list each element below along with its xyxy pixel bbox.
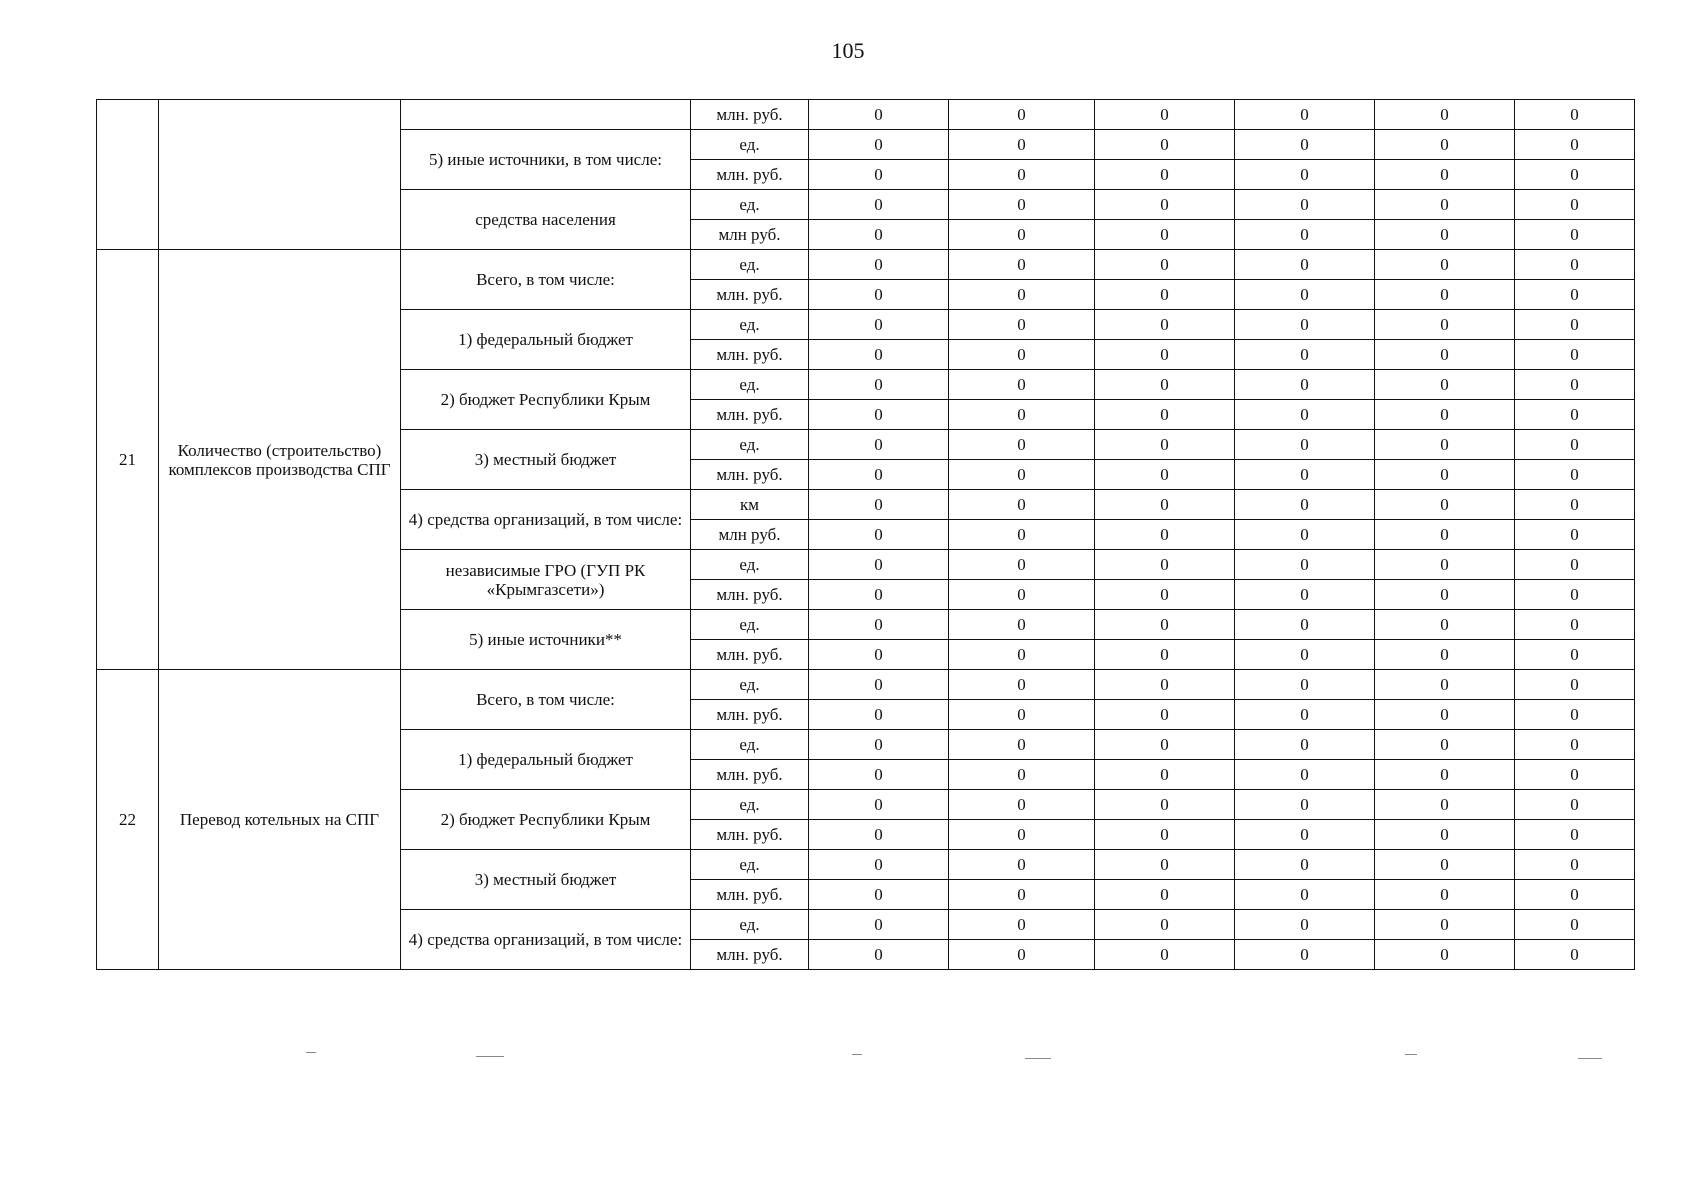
value-cell: 0 — [1235, 490, 1375, 520]
unit-cell: ед. — [691, 250, 809, 280]
value-cell: 0 — [1235, 100, 1375, 130]
value-cell: 0 — [1095, 790, 1235, 820]
value-cell: 0 — [1515, 520, 1635, 550]
value-cell: 0 — [1235, 610, 1375, 640]
value-cell: 0 — [949, 430, 1095, 460]
value-cell: 0 — [809, 610, 949, 640]
program-indicators-table — [96, 99, 1635, 970]
value-cell: 0 — [949, 730, 1095, 760]
value-cell: 0 — [1095, 100, 1235, 130]
value-cell: 0 — [809, 220, 949, 250]
value-cell: 0 — [1235, 790, 1375, 820]
value-cell: 0 — [1095, 190, 1235, 220]
unit-cell: млн. руб. — [691, 640, 809, 670]
funding-source: 4) средства организаций, в том числе: — [401, 490, 691, 550]
value-cell: 0 — [949, 190, 1095, 220]
funding-source: 2) бюджет Республики Крым — [401, 790, 691, 850]
value-cell: 0 — [1375, 640, 1515, 670]
value-cell: 0 — [1375, 760, 1515, 790]
unit-cell: млн. руб. — [691, 100, 809, 130]
value-cell: 0 — [949, 130, 1095, 160]
value-cell: 0 — [809, 130, 949, 160]
value-cell: 0 — [1235, 760, 1375, 790]
unit-cell: млн руб. — [691, 520, 809, 550]
value-cell: 0 — [1095, 250, 1235, 280]
value-cell: 0 — [949, 670, 1095, 700]
unit-cell: млн. руб. — [691, 400, 809, 430]
funding-source: 2) бюджет Республики Крым — [401, 370, 691, 430]
value-cell: 0 — [1375, 610, 1515, 640]
value-cell: 0 — [949, 280, 1095, 310]
value-cell: 0 — [1095, 730, 1235, 760]
unit-cell: млн. руб. — [691, 940, 809, 970]
value-cell: 0 — [809, 850, 949, 880]
scan-artifact — [1578, 1058, 1602, 1059]
value-cell: 0 — [1375, 340, 1515, 370]
unit-cell: ед. — [691, 130, 809, 160]
value-cell: 0 — [1095, 400, 1235, 430]
value-cell: 0 — [1375, 880, 1515, 910]
value-cell: 0 — [949, 520, 1095, 550]
value-cell: 0 — [949, 160, 1095, 190]
value-cell: 0 — [949, 790, 1095, 820]
scan-artifact — [852, 1054, 862, 1055]
value-cell: 0 — [949, 610, 1095, 640]
value-cell: 0 — [1375, 280, 1515, 310]
value-cell: 0 — [949, 700, 1095, 730]
value-cell: 0 — [1095, 550, 1235, 580]
indicator-name: Перевод котельных на СПГ — [159, 670, 401, 970]
value-cell: 0 — [1095, 610, 1235, 640]
value-cell: 0 — [1515, 580, 1635, 610]
value-cell: 0 — [1375, 940, 1515, 970]
value-cell: 0 — [809, 550, 949, 580]
unit-cell: млн руб. — [691, 220, 809, 250]
value-cell: 0 — [1375, 430, 1515, 460]
value-cell: 0 — [1375, 520, 1515, 550]
funding-source: Всего, в том числе: — [401, 670, 691, 730]
value-cell: 0 — [949, 310, 1095, 340]
value-cell: 0 — [809, 520, 949, 550]
value-cell: 0 — [809, 370, 949, 400]
value-cell: 0 — [809, 790, 949, 820]
value-cell: 0 — [1515, 550, 1635, 580]
value-cell: 0 — [1515, 190, 1635, 220]
value-cell: 0 — [1235, 580, 1375, 610]
value-cell: 0 — [1375, 790, 1515, 820]
value-cell: 0 — [1235, 250, 1375, 280]
value-cell: 0 — [1375, 100, 1515, 130]
value-cell: 0 — [1375, 460, 1515, 490]
value-cell: 0 — [809, 580, 949, 610]
value-cell: 0 — [1235, 940, 1375, 970]
funding-source: 5) иные источники, в том числе: — [401, 130, 691, 190]
funding-source — [401, 100, 691, 130]
value-cell: 0 — [1235, 280, 1375, 310]
value-cell: 0 — [809, 400, 949, 430]
unit-cell: млн. руб. — [691, 760, 809, 790]
value-cell: 0 — [949, 550, 1095, 580]
unit-cell: ед. — [691, 610, 809, 640]
value-cell: 0 — [1235, 460, 1375, 490]
unit-cell: км — [691, 490, 809, 520]
value-cell: 0 — [949, 880, 1095, 910]
value-cell: 0 — [1235, 340, 1375, 370]
value-cell: 0 — [809, 490, 949, 520]
value-cell: 0 — [1515, 370, 1635, 400]
value-cell: 0 — [809, 640, 949, 670]
value-cell: 0 — [1375, 220, 1515, 250]
value-cell: 0 — [1515, 400, 1635, 430]
value-cell: 0 — [1095, 460, 1235, 490]
value-cell: 0 — [809, 700, 949, 730]
value-cell: 0 — [1515, 250, 1635, 280]
value-cell: 0 — [1095, 370, 1235, 400]
value-cell: 0 — [1375, 190, 1515, 220]
value-cell: 0 — [1095, 820, 1235, 850]
value-cell: 0 — [1095, 580, 1235, 610]
value-cell: 0 — [1515, 880, 1635, 910]
value-cell: 0 — [1515, 610, 1635, 640]
scan-artifact — [1025, 1058, 1051, 1059]
value-cell: 0 — [1375, 400, 1515, 430]
value-cell: 0 — [1235, 400, 1375, 430]
unit-cell: млн. руб. — [691, 820, 809, 850]
value-cell: 0 — [1515, 430, 1635, 460]
value-cell: 0 — [1515, 490, 1635, 520]
value-cell: 0 — [949, 820, 1095, 850]
value-cell: 0 — [809, 160, 949, 190]
value-cell: 0 — [1375, 310, 1515, 340]
funding-source: средства населения — [401, 190, 691, 250]
table-row — [97, 670, 1635, 700]
funding-source: 3) местный бюджет — [401, 850, 691, 910]
value-cell: 0 — [949, 460, 1095, 490]
funding-source: Всего, в том числе: — [401, 250, 691, 310]
unit-cell: ед. — [691, 430, 809, 460]
value-cell: 0 — [1095, 430, 1235, 460]
value-cell: 0 — [809, 250, 949, 280]
value-cell: 0 — [1235, 670, 1375, 700]
value-cell: 0 — [1095, 670, 1235, 700]
value-cell: 0 — [1515, 130, 1635, 160]
value-cell: 0 — [949, 220, 1095, 250]
value-cell: 0 — [949, 490, 1095, 520]
unit-cell: ед. — [691, 550, 809, 580]
unit-cell: ед. — [691, 370, 809, 400]
value-cell: 0 — [1095, 850, 1235, 880]
scan-artifact — [306, 1052, 316, 1053]
value-cell: 0 — [809, 430, 949, 460]
unit-cell: млн. руб. — [691, 700, 809, 730]
value-cell: 0 — [1515, 100, 1635, 130]
value-cell: 0 — [1375, 670, 1515, 700]
value-cell: 0 — [1375, 730, 1515, 760]
unit-cell: млн. руб. — [691, 460, 809, 490]
value-cell: 0 — [1515, 340, 1635, 370]
funding-source: 3) местный бюджет — [401, 430, 691, 490]
item-number: 22 — [97, 670, 159, 970]
value-cell: 0 — [1235, 640, 1375, 670]
unit-cell: ед. — [691, 790, 809, 820]
value-cell: 0 — [949, 250, 1095, 280]
value-cell: 0 — [1235, 820, 1375, 850]
value-cell: 0 — [1515, 820, 1635, 850]
value-cell: 0 — [1095, 490, 1235, 520]
value-cell: 0 — [1235, 220, 1375, 250]
value-cell: 0 — [949, 940, 1095, 970]
funding-source: 1) федеральный бюджет — [401, 310, 691, 370]
value-cell: 0 — [1515, 850, 1635, 880]
item-number — [97, 100, 159, 250]
page-number: 105 — [831, 38, 865, 63]
value-cell: 0 — [1515, 160, 1635, 190]
value-cell: 0 — [1095, 160, 1235, 190]
value-cell: 0 — [1095, 310, 1235, 340]
value-cell: 0 — [1375, 130, 1515, 160]
value-cell: 0 — [809, 670, 949, 700]
value-cell: 0 — [1095, 130, 1235, 160]
value-cell: 0 — [1235, 520, 1375, 550]
value-cell: 0 — [1375, 820, 1515, 850]
unit-cell: ед. — [691, 850, 809, 880]
value-cell: 0 — [809, 340, 949, 370]
value-cell: 0 — [809, 730, 949, 760]
value-cell: 0 — [949, 580, 1095, 610]
value-cell: 0 — [1375, 700, 1515, 730]
funding-source: 5) иные источники** — [401, 610, 691, 670]
unit-cell: ед. — [691, 730, 809, 760]
value-cell: 0 — [1235, 910, 1375, 940]
value-cell: 0 — [949, 100, 1095, 130]
value-cell: 0 — [1515, 700, 1635, 730]
value-cell: 0 — [1375, 250, 1515, 280]
value-cell: 0 — [809, 760, 949, 790]
value-cell: 0 — [1515, 730, 1635, 760]
unit-cell: млн. руб. — [691, 880, 809, 910]
indicator-name: Количество (строительство) комплексов производства СПГ — [159, 250, 401, 670]
value-cell: 0 — [809, 880, 949, 910]
value-cell: 0 — [1515, 910, 1635, 940]
value-cell: 0 — [949, 910, 1095, 940]
value-cell: 0 — [949, 400, 1095, 430]
value-cell: 0 — [809, 100, 949, 130]
value-cell: 0 — [1095, 700, 1235, 730]
value-cell: 0 — [1095, 220, 1235, 250]
unit-cell: млн. руб. — [691, 340, 809, 370]
value-cell: 0 — [1515, 280, 1635, 310]
value-cell: 0 — [949, 370, 1095, 400]
funding-source: 1) федеральный бюджет — [401, 730, 691, 790]
value-cell: 0 — [1235, 550, 1375, 580]
value-cell: 0 — [1375, 910, 1515, 940]
value-cell: 0 — [809, 310, 949, 340]
value-cell: 0 — [1375, 580, 1515, 610]
value-cell: 0 — [949, 340, 1095, 370]
value-cell: 0 — [1235, 700, 1375, 730]
unit-cell: ед. — [691, 910, 809, 940]
table-row — [97, 250, 1635, 280]
value-cell: 0 — [1235, 880, 1375, 910]
value-cell: 0 — [1515, 790, 1635, 820]
value-cell: 0 — [1235, 370, 1375, 400]
value-cell: 0 — [949, 850, 1095, 880]
value-cell: 0 — [1515, 640, 1635, 670]
value-cell: 0 — [1515, 460, 1635, 490]
scan-artifact — [476, 1056, 504, 1057]
value-cell: 0 — [809, 460, 949, 490]
indicator-name — [159, 100, 401, 250]
value-cell: 0 — [1515, 760, 1635, 790]
value-cell: 0 — [1375, 160, 1515, 190]
value-cell: 0 — [1095, 640, 1235, 670]
value-cell: 0 — [1515, 940, 1635, 970]
value-cell: 0 — [1235, 850, 1375, 880]
value-cell: 0 — [1375, 370, 1515, 400]
value-cell: 0 — [1095, 280, 1235, 310]
value-cell: 0 — [809, 910, 949, 940]
value-cell: 0 — [1095, 880, 1235, 910]
scan-artifact — [1405, 1054, 1417, 1055]
value-cell: 0 — [809, 190, 949, 220]
value-cell: 0 — [1095, 940, 1235, 970]
value-cell: 0 — [1515, 670, 1635, 700]
value-cell: 0 — [1515, 220, 1635, 250]
value-cell: 0 — [1235, 430, 1375, 460]
funding-source: независимые ГРО (ГУП РК «Крымгазсети») — [401, 550, 691, 610]
unit-cell: ед. — [691, 670, 809, 700]
unit-cell: ед. — [691, 310, 809, 340]
value-cell: 0 — [1235, 130, 1375, 160]
value-cell: 0 — [949, 760, 1095, 790]
unit-cell: млн. руб. — [691, 160, 809, 190]
value-cell: 0 — [1095, 910, 1235, 940]
value-cell: 0 — [1235, 160, 1375, 190]
value-cell: 0 — [809, 940, 949, 970]
value-cell: 0 — [1375, 850, 1515, 880]
value-cell: 0 — [1515, 310, 1635, 340]
value-cell: 0 — [1235, 190, 1375, 220]
value-cell: 0 — [1095, 520, 1235, 550]
unit-cell: млн. руб. — [691, 280, 809, 310]
value-cell: 0 — [1095, 340, 1235, 370]
value-cell: 0 — [1375, 490, 1515, 520]
value-cell: 0 — [1375, 550, 1515, 580]
table-row — [97, 100, 1635, 130]
value-cell: 0 — [809, 280, 949, 310]
value-cell: 0 — [949, 640, 1095, 670]
unit-cell: ед. — [691, 190, 809, 220]
unit-cell: млн. руб. — [691, 580, 809, 610]
funding-source: 4) средства организаций, в том числе: — [401, 910, 691, 970]
value-cell: 0 — [1235, 310, 1375, 340]
value-cell: 0 — [1095, 760, 1235, 790]
item-number: 21 — [97, 250, 159, 670]
value-cell: 0 — [809, 820, 949, 850]
value-cell: 0 — [1235, 730, 1375, 760]
